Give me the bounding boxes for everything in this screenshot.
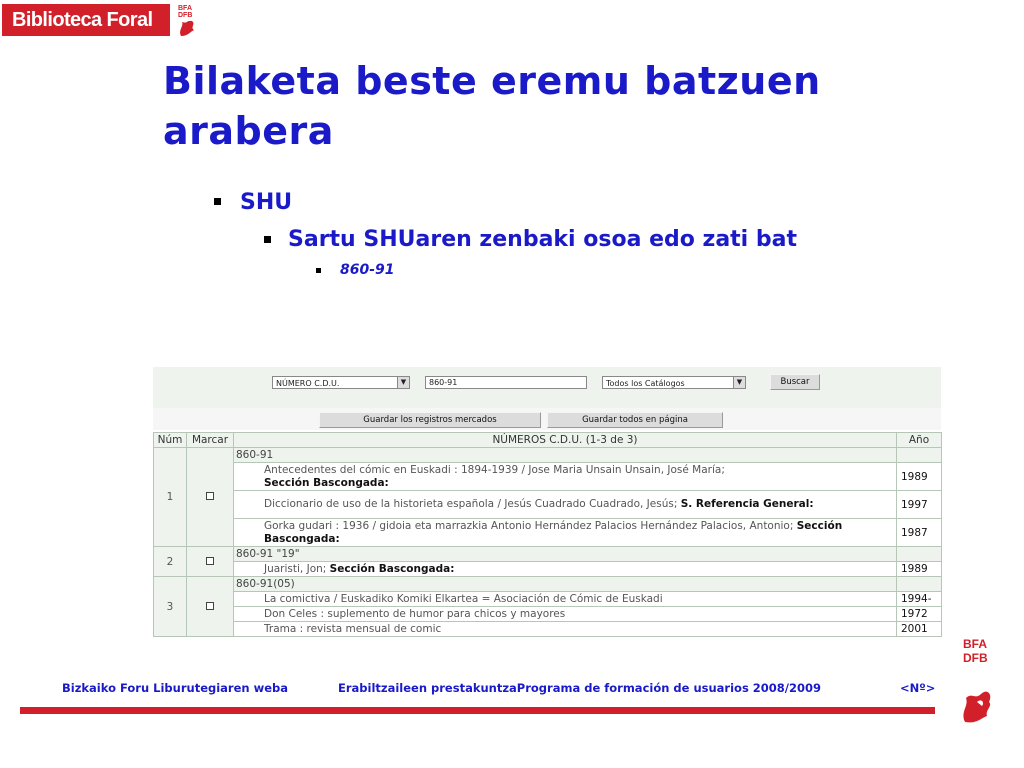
- logo-banner: [2, 4, 170, 36]
- bfa-dfb-logo: [957, 632, 1001, 726]
- checkbox[interactable]: [206, 557, 214, 565]
- bfa-emblem-icon: [176, 2, 200, 38]
- record-desc[interactable]: La comictiva / Euskadiko Komiki Elkartea = Asociación de Cómic de Euskadi: [264, 592, 663, 605]
- table-header-row: [154, 433, 942, 448]
- footer-divider: [20, 707, 935, 714]
- mark-checkbox-cell[interactable]: [187, 547, 234, 577]
- row-number: 3: [154, 577, 187, 637]
- opac-screenshot: [153, 367, 941, 650]
- bullet-level3: 860-91: [340, 262, 395, 278]
- table-row: [154, 547, 942, 562]
- record-cell[interactable]: [234, 463, 897, 491]
- search-button[interactable]: Buscar: [770, 374, 820, 390]
- year-cell: [897, 547, 942, 562]
- logo-text: Biblioteca Foral: [12, 9, 153, 31]
- bullet-square-icon: [264, 236, 271, 243]
- catalog-value: Todos los Catálogos: [606, 379, 685, 388]
- cdu-heading[interactable]: 860-91: [234, 448, 897, 463]
- col-header-title: NÚMEROS C.D.U. (1-3 de 3): [234, 433, 897, 448]
- footer-center-text: Erabiltzaileen prestakuntzaPrograma de formación de usuarios 2008/2009: [338, 681, 822, 695]
- table-row: [154, 519, 942, 547]
- record-section: Sección Bascongada:: [264, 519, 843, 545]
- year-cell: 1994-: [897, 592, 942, 607]
- footer-left-text: Bizkaiko Foru Liburutegiaren weba: [62, 681, 289, 695]
- record-cell[interactable]: [234, 607, 897, 622]
- record-cell[interactable]: [234, 562, 897, 577]
- record-desc[interactable]: Juaristi, Jon;: [264, 562, 327, 575]
- record-desc[interactable]: Gorka gudari : 1936 / gidoia eta marrazkia Antonio Hernández Palacios Hernández Palacios, Antonio;: [264, 519, 794, 532]
- checkbox[interactable]: [206, 602, 214, 610]
- search-field-select[interactable]: [272, 376, 410, 389]
- record-cell[interactable]: [234, 519, 897, 547]
- row-number: 1: [154, 448, 187, 547]
- record-section: Sección Bascongada:: [264, 476, 389, 489]
- dropdown-arrow-icon: ▼: [397, 377, 409, 388]
- bfa-emblem-icon: [957, 632, 1001, 726]
- table-row: [154, 562, 942, 577]
- cdu-heading[interactable]: 860-91(05): [234, 577, 897, 592]
- svg-text:DFB: DFB: [963, 651, 988, 665]
- save-all-button[interactable]: Guardar todos en página: [547, 412, 723, 428]
- table-row: [154, 491, 942, 519]
- col-header-year: Año: [897, 433, 942, 448]
- bfa-emblem-top: [176, 2, 200, 38]
- table-row: [154, 577, 942, 592]
- year-cell: 1989: [897, 562, 942, 577]
- slide-number: <Nº>: [900, 681, 936, 695]
- biblioteca-foral-logo: [0, 0, 170, 38]
- mark-checkbox-cell[interactable]: [187, 448, 234, 547]
- record-desc[interactable]: Antecedentes del cómic en Euskadi : 1894-1939 / Jose Maria Unsain Unsain, José María;: [264, 463, 725, 476]
- bullet-square-icon: [316, 268, 321, 273]
- record-desc[interactable]: Diccionario de uso de la historieta española / Jesús Cuadrado Cuadrado, Jesús;: [264, 498, 678, 510]
- results-table: [153, 432, 942, 637]
- row-number: 2: [154, 547, 187, 577]
- svg-text:BFA: BFA: [178, 5, 192, 12]
- cdu-heading[interactable]: 860-91 "19": [234, 547, 897, 562]
- mark-checkbox-cell[interactable]: [187, 577, 234, 637]
- table-row: [154, 607, 942, 622]
- year-cell: 1989: [897, 463, 942, 491]
- year-cell: 1972: [897, 607, 942, 622]
- table-row: [154, 622, 942, 637]
- record-cell[interactable]: [234, 491, 897, 519]
- year-cell: 1987: [897, 519, 942, 547]
- slide-title: Bilaketa beste eremu batzuen arabera: [163, 59, 821, 153]
- year-cell: 1997: [897, 491, 942, 519]
- record-cell[interactable]: [234, 622, 897, 637]
- svg-text:DFB: DFB: [178, 12, 193, 19]
- table-row: [154, 592, 942, 607]
- svg-text:BFA: BFA: [963, 637, 987, 651]
- save-marked-button[interactable]: Guardar los registros mercados: [319, 412, 541, 428]
- catalog-select[interactable]: [602, 376, 746, 389]
- search-field-value: NÚMERO C.D.U.: [276, 379, 340, 388]
- bullet-square-icon: [214, 198, 221, 205]
- col-header-mark: Marcar: [187, 433, 234, 448]
- year-cell: [897, 577, 942, 592]
- table-row: [154, 448, 942, 463]
- bullet-level1: SHU: [240, 190, 293, 215]
- record-desc[interactable]: Trama : revista mensual de comic: [264, 622, 442, 635]
- dropdown-arrow-icon: ▼: [733, 377, 745, 388]
- record-section: S. Referencia General:: [680, 498, 814, 510]
- table-row: [154, 463, 942, 491]
- year-cell: [897, 448, 942, 463]
- search-input[interactable]: 860-91: [425, 376, 587, 389]
- record-desc[interactable]: Don Celes : suplemento de humor para chicos y mayores: [264, 607, 566, 620]
- record-section: Sección Bascongada:: [329, 562, 455, 575]
- checkbox[interactable]: [206, 492, 214, 500]
- action-bar: [153, 408, 941, 430]
- search-bar: [153, 367, 941, 408]
- bullet-level2: Sartu SHUaren zenbaki osoa edo zati bat: [288, 227, 797, 252]
- year-cell: 2001: [897, 622, 942, 637]
- record-cell[interactable]: [234, 592, 897, 607]
- col-header-num: Núm: [154, 433, 187, 448]
